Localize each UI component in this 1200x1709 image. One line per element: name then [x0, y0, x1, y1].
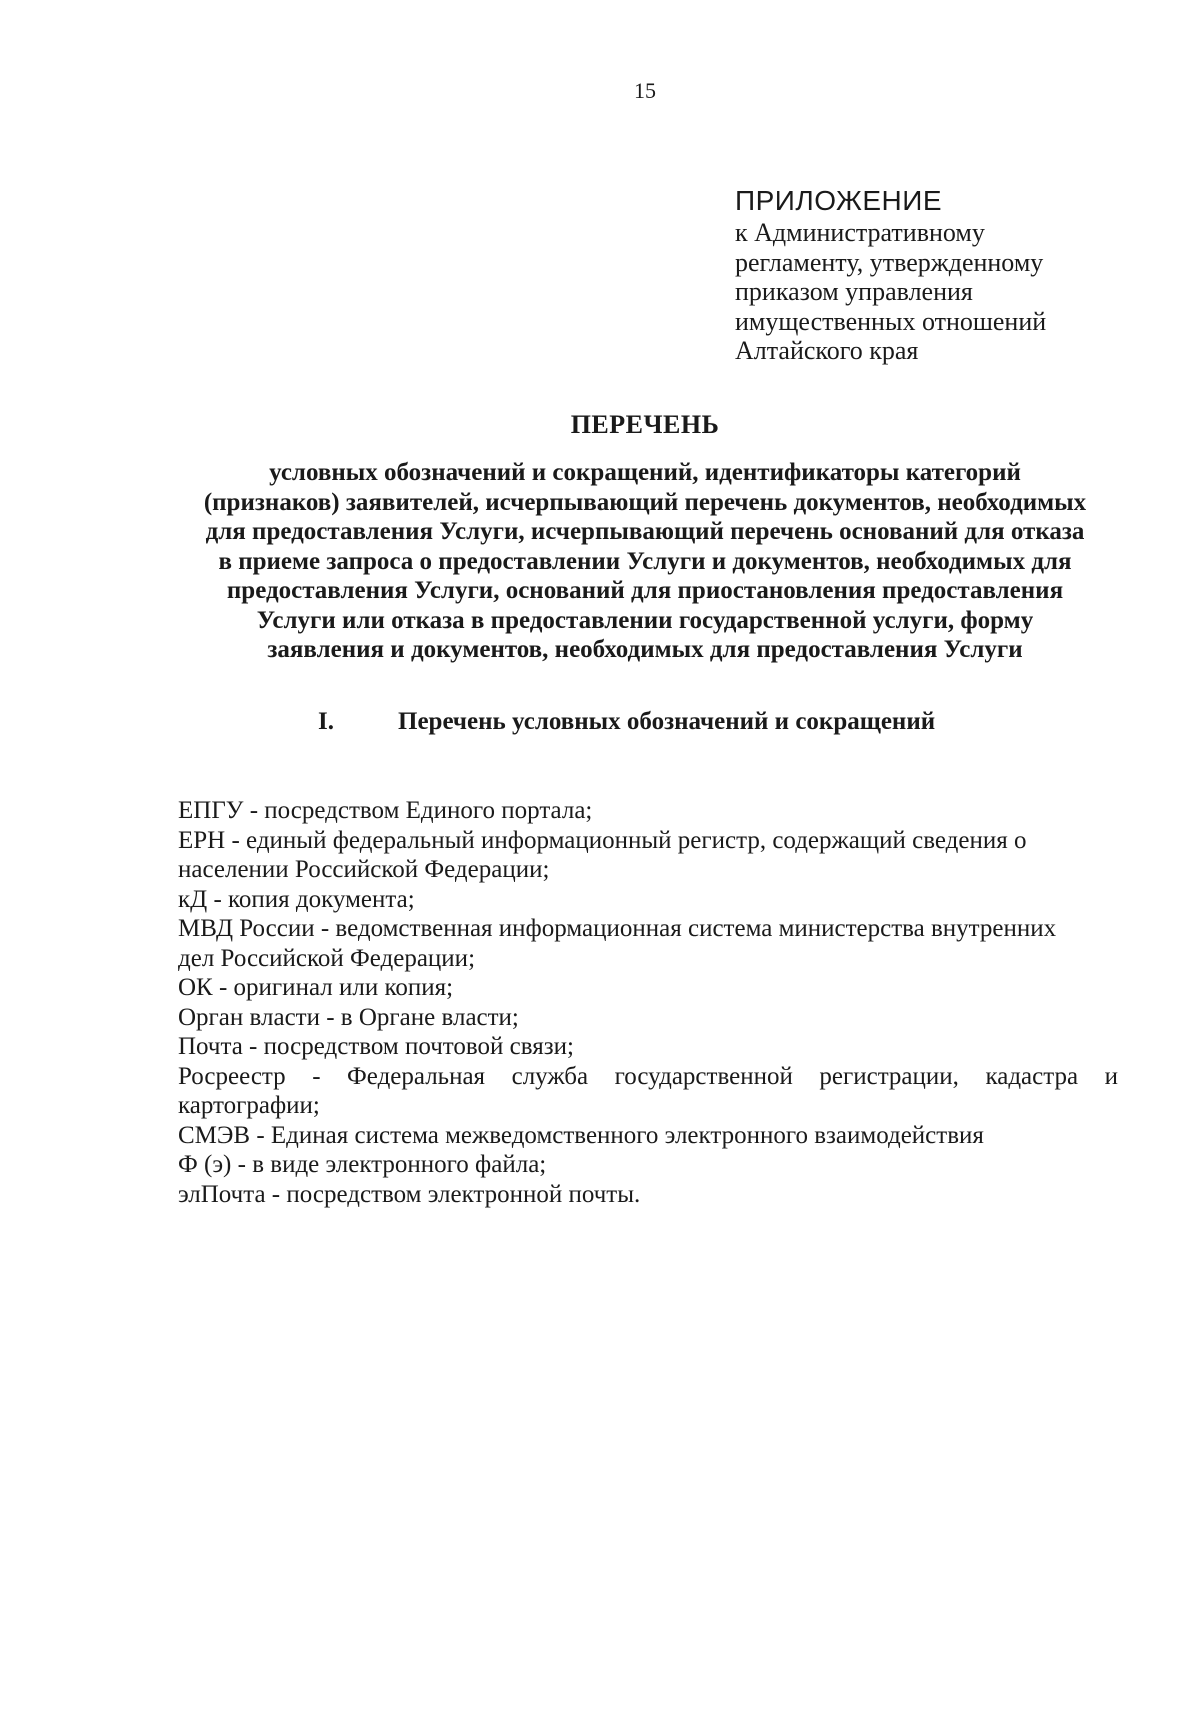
subtitle-line: (признаков) заявителей, исчерпывающий перечень документов, необходимых: [203, 488, 1087, 516]
abbreviation-line: ОК - оригинал или копия;: [178, 974, 454, 1001]
abbreviation-line: населении Российской Федерации;: [178, 856, 550, 883]
subtitle-line: для предоставления Услуги, исчерпывающий перечень оснований для отказа: [205, 518, 1085, 545]
appendix-line: регламенту, утвержденному: [735, 247, 1044, 277]
abbreviation-line: кД - копия документа;: [178, 885, 415, 913]
abbreviation-list: [178, 796, 1118, 1209]
section-numeral: I.: [318, 708, 334, 735]
abbreviation-line: картографии;: [178, 1092, 320, 1119]
appendix-title: ПРИЛОЖЕНИЕ: [735, 185, 943, 216]
subtitle-line: Услуги или отказа в предоставлении государственной услуги, форму: [256, 606, 1034, 634]
appendix-line: приказом управления: [735, 277, 973, 306]
appendix-line: имущественных отношений: [735, 306, 1047, 336]
section-heading: [318, 708, 935, 736]
list-subtitle: [165, 458, 1125, 665]
abbreviation-line: дел Российской Федерации;: [178, 944, 476, 972]
abbreviation-line: ЕПГУ - посредством Единого портала;: [178, 797, 593, 824]
abbreviation-line: ЕРН - единый федеральный информационный регистр, содержащий сведения о: [178, 826, 1027, 854]
abbreviation-line: Ф (э) - в виде электронного файла;: [178, 1151, 547, 1178]
abbreviation-line: элПочта - посредством электронной почты.: [178, 1180, 641, 1208]
abbreviation-line: Почта - посредством почтовой связи;: [178, 1033, 574, 1060]
subtitle-line: заявления и документов, необходимых для предоставления Услуги: [267, 636, 1023, 663]
subtitle-line: условных обозначений и сокращений, идентификаторы категорий: [269, 459, 1021, 486]
appendix-line: Алтайского края: [735, 336, 919, 365]
section-title: Перечень условных обозначений и сокращений: [398, 708, 936, 735]
subtitle-line: в приеме запроса о предоставлении Услуги и документов, необходимых для: [218, 547, 1072, 575]
abbreviation-line: СМЭВ - Единая система межведомственного электронного взаимодействия: [178, 1121, 984, 1149]
page-number: 15: [634, 78, 656, 103]
list-heading: ПЕРЕЧЕНЬ: [570, 410, 720, 439]
appendix-block: [735, 184, 1175, 366]
abbreviation-line: МВД России - ведомственная информационная система министерства внутренних: [178, 915, 1057, 942]
abbreviation-line: Росреестр - Федеральная служба государственной регистрации, кадастра и: [178, 1062, 1118, 1090]
subtitle-line: предоставления Услуги, оснований для приостановления предоставления: [226, 577, 1064, 604]
appendix-line: к Административному: [735, 218, 985, 247]
abbreviation-line: Орган власти - в Органе власти;: [178, 1003, 519, 1031]
